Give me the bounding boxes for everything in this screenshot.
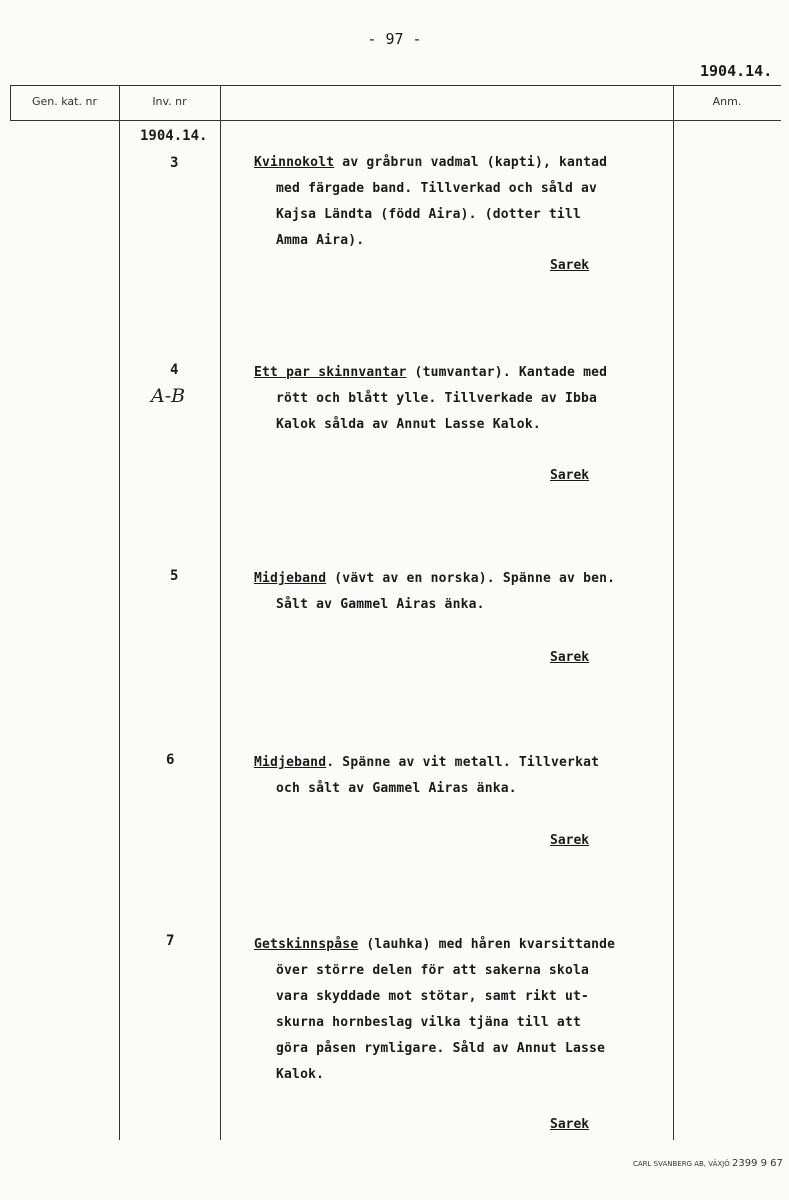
- entry-line: Kajsa Ländta (född Aira). (dotter till: [276, 207, 582, 222]
- entry-subnumber: A-B: [151, 385, 186, 407]
- inventory-reference: 1904.14.: [140, 128, 208, 144]
- entry-line: (vävt av en norska). Spänne av ben.: [326, 571, 616, 586]
- entry-line: Sålt av Gammel Airas änka.: [276, 597, 485, 612]
- header-bottom-rule: [10, 120, 781, 121]
- page-number: - 97 -: [367, 30, 422, 48]
- column-header-gen-kat-nr: Gen. kat. nr: [32, 95, 97, 108]
- entry-place: Sarek: [550, 468, 590, 483]
- entry-line: och sålt av Gammel Airas änka.: [276, 781, 517, 796]
- gen-inv-divider: [119, 85, 120, 1140]
- column-header-anm: Anm.: [712, 95, 742, 108]
- entry-number: 3: [170, 155, 179, 171]
- entry-line: Amma Aira).: [276, 233, 365, 248]
- entry-description: [254, 566, 674, 618]
- table-top-rule: [10, 85, 781, 86]
- entry-line: Kalok sålda av Annut Lasse Kalok.: [276, 417, 541, 432]
- column-header-inv-nr: Inv. nr: [152, 95, 187, 108]
- page-reference: 1904.14.: [700, 62, 773, 80]
- entry-place: Sarek: [550, 1117, 590, 1132]
- entry-number: 7: [166, 933, 175, 949]
- entry-term: Ett par skinnvantar: [254, 365, 407, 380]
- entry-place: Sarek: [550, 650, 590, 665]
- entry-line: av gråbrun vadmal (kapti), kantad: [334, 155, 608, 170]
- entry-term: Midjeband: [254, 755, 327, 770]
- printer-name: CARL SVANBERG AB, VÄXJÖ: [633, 1160, 730, 1168]
- printer-imprint: [633, 1158, 783, 1169]
- entry-description: [254, 360, 674, 438]
- entry-line: skurna hornbeslag vilka tjäna till att: [276, 1015, 582, 1030]
- entry-number: 4: [170, 362, 179, 378]
- entry-line: . Spänne av vit metall. Tillverkat: [326, 755, 600, 770]
- entry-description: [254, 150, 674, 254]
- entry-term: Midjeband: [254, 571, 327, 586]
- entry-line: över större delen för att sakerna skola: [276, 963, 590, 978]
- form-code: 2399 9 67: [732, 1158, 783, 1169]
- entry-line: med färgade band. Tillverkad och såld av: [276, 181, 598, 196]
- inv-desc-divider: [220, 85, 221, 1140]
- entry-line: (lauhka) med håren kvarsittande: [358, 937, 616, 952]
- entry-description: [254, 750, 674, 802]
- entry-line: rött och blått ylle. Tillverkade av Ibba: [276, 391, 598, 406]
- entry-line: Kalok.: [276, 1067, 325, 1082]
- entry-place: Sarek: [550, 833, 590, 848]
- entry-place: Sarek: [550, 258, 590, 273]
- entry-line: (tumvantar). Kantade med: [406, 365, 608, 380]
- entry-description: [254, 932, 674, 1088]
- entry-line: göra påsen rymligare. Såld av Annut Lasse: [276, 1041, 606, 1056]
- entry-number: 5: [170, 568, 179, 584]
- entry-term: Kvinnokolt: [254, 155, 335, 170]
- entry-number: 6: [166, 752, 175, 768]
- entry-line: vara skyddade mot stötar, samt rikt ut-: [276, 989, 590, 1004]
- entry-term: Getskinnspåse: [254, 937, 359, 952]
